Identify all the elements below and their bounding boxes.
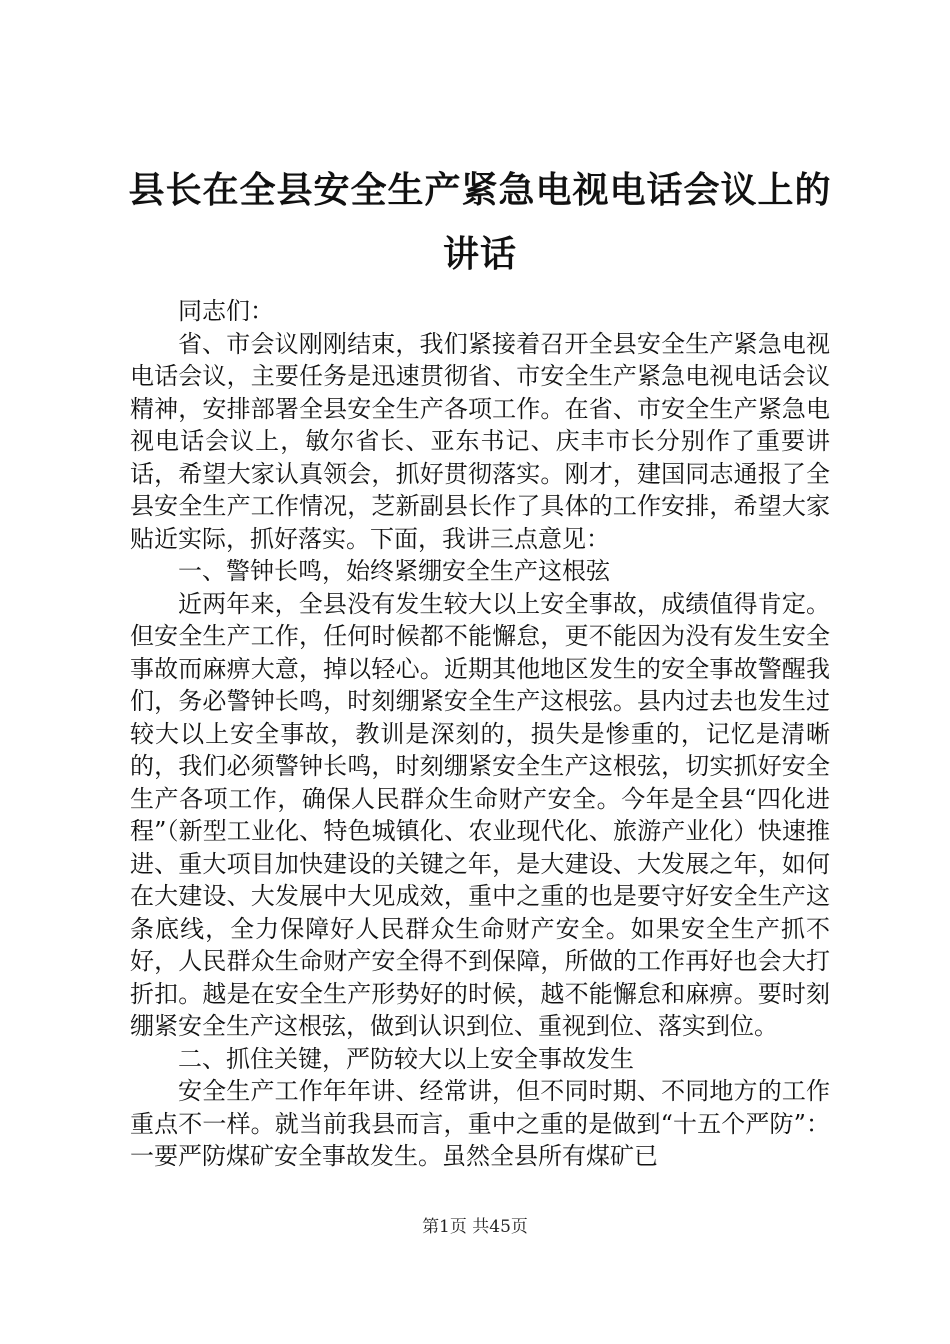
section-heading-2: 二、抓住关键，严防较大以上安全事故发生 (178, 1044, 634, 1073)
paragraph-intro: 省、市会议刚刚结束，我们紧接着召开全县安全生产紧急电视电话会议，主要任务是迅速贯彻省、市安全生产紧急电视电话会议精神，安排部署全县安全生产各项工作。在省、市安全生产紧急电视电话会议上，敏尔省长、亚东书记、庆丰市长分别作了重要讲话，希望大家认真领会，抓好贯彻落实。刚才，建国同志通报了全县安全生产工作情况，芝新副县长作了具体的工作安排，希望大家贴近实际，抓好落实。下面，我讲三点意见： (130, 329, 830, 553)
paragraph-section-1: 近两年来，全县没有发生较大以上安全事故，成绩值得肯定。但安全生产工作，任何时候都不能懈怠，更不能因为没有发生安全事故而麻痹大意，掉以轻心。近期其他地区发生的安全事故警醒我们，务必警钟长鸣，时刻绷紧安全生产这根弦。县内过去也发生过较大以上安全事故，教训是深刻的，损失是惨重的，记忆是清晰的，我们必须警钟长鸣，时刻绷紧安全生产这根弦，切实抓好安全生产各项工作，确保人民群众生命财产安全。今年是全县“四化进程”（新型工业化、特色城镇化、农业现代化、旅游产业化）快速推进、重大项目加快建设的关键之年，是大建设、大发展之年，如何在大建设、大发展中大见成效，重中之重的也是要守好安全生产这条底线，全力保障好人民群众生命财产安全。如果安全生产抓不好，人民群众生命财产安全得不到保障，所做的工作再好也会大打折扣。越是在安全生产形势好的时候，越不能懈怠和麻痹。要时刻绷紧安全生产这根弦，做到认识到位、重视到位、落实到位。 (130, 589, 830, 1040)
section-heading-1: 一、警钟长鸣，始终紧绷安全生产这根弦 (178, 557, 610, 585)
paragraph-section-2: 安全生产工作年年讲、经常讲，但不同时期、不同地方的工作重点不一样。就当前我县而言，重中之重的是做到“十五个严防”：一要严防煤矿安全事故发生。虽然全县所有煤矿已 (130, 1077, 830, 1170)
salutation: 同志们： (178, 297, 274, 325)
document-title: 县长在全县安全生产紧急电视电话会议上的讲话 (128, 169, 832, 275)
page-footer: 第1页 共45页 (422, 1217, 528, 1237)
document-body (130, 295, 830, 1173)
